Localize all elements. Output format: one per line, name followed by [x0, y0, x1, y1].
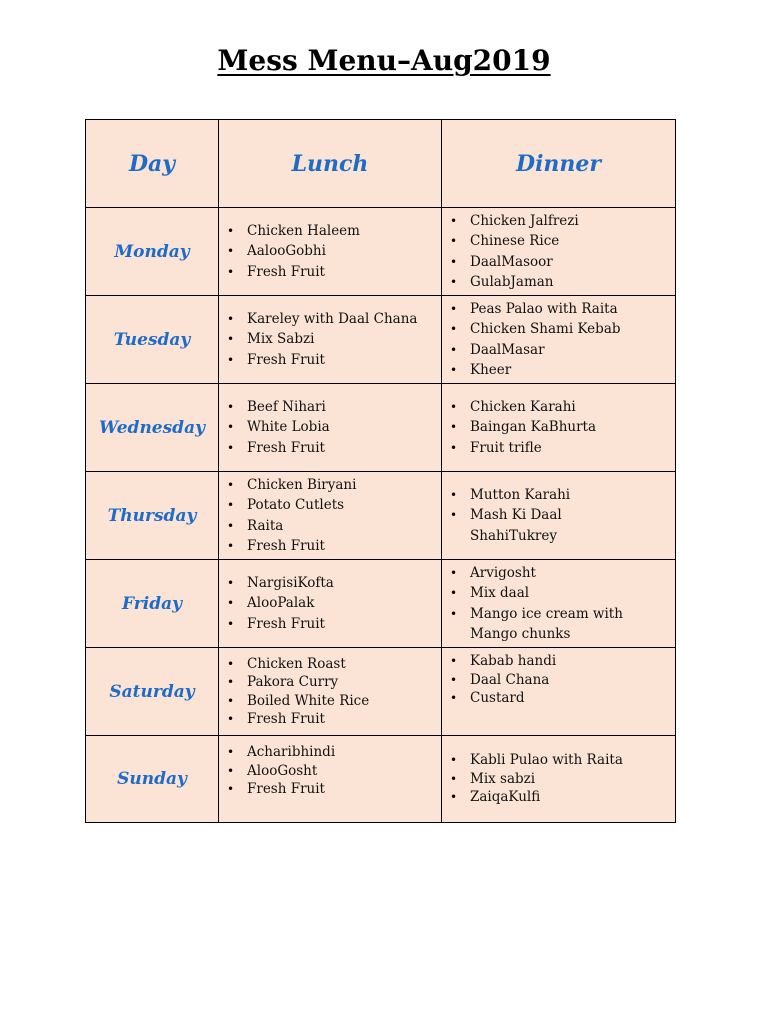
list-item: • Beef Nihari	[225, 397, 437, 418]
list-item: • Mix sabzi	[448, 770, 671, 789]
list-item: • Mash Ki Daal	[448, 505, 671, 526]
list-item: • ZaiqaKulfi	[448, 788, 671, 807]
list-item: • Fresh Fruit	[225, 780, 437, 799]
menu-table	[85, 119, 676, 823]
list-item: • Fresh Fruit	[225, 536, 437, 557]
list-item: • Kabab handi	[448, 652, 671, 671]
page-title: Mess Menu–Aug2019	[217, 44, 551, 77]
dinner-cell	[442, 208, 676, 296]
table-row	[86, 648, 676, 736]
dinner-cell	[442, 472, 676, 560]
list-item: • AlooGosht	[225, 762, 437, 781]
lunch-cell	[219, 736, 442, 823]
dinner-cell	[442, 560, 676, 648]
list-item: • Mix daal	[448, 583, 671, 604]
header-row	[86, 120, 676, 208]
lunch-cell	[219, 472, 442, 560]
day-cell: Monday	[86, 208, 219, 296]
list-item: • DaalMasoor	[448, 252, 671, 273]
dinner-cell	[442, 296, 676, 384]
list-item: • AlooPalak	[225, 593, 437, 614]
list-item: • Chicken Roast	[225, 655, 437, 674]
list-item: • Fresh Fruit	[225, 614, 437, 635]
list-item: • Chicken Jalfrezi	[448, 211, 671, 232]
lunch-cell	[219, 648, 442, 736]
list-item: • Arvigosht	[448, 563, 671, 584]
list-item: • White Lobia	[225, 417, 437, 438]
list-item: • Daal Chana	[448, 671, 671, 690]
list-item: • Chicken Shami Kebab	[448, 319, 671, 340]
day-cell: Saturday	[86, 648, 219, 736]
list-item: • Fresh Fruit	[225, 438, 437, 459]
list-item: • Kabli Pulao with Raita	[448, 751, 671, 770]
day-cell: Tuesday	[86, 296, 219, 384]
list-item: • Custard	[448, 689, 671, 708]
list-item: • Chicken Biryani	[225, 475, 437, 496]
day-cell: Thursday	[86, 472, 219, 560]
list-item: ShahiTukrey	[470, 527, 557, 544]
table-row	[86, 296, 676, 384]
header-dinner: Dinner	[442, 120, 676, 208]
list-item: • Chicken Haleem	[225, 221, 437, 242]
list-item: • Chinese Rice	[448, 231, 671, 252]
day-cell: Sunday	[86, 736, 219, 823]
list-item: • Kareley with Daal Chana	[225, 309, 437, 330]
lunch-cell	[219, 560, 442, 648]
list-item: • Chicken Karahi	[448, 397, 671, 418]
lunch-cell	[219, 208, 442, 296]
list-item: • Mango ice cream with	[448, 604, 671, 625]
list-item: Mango chunks	[470, 626, 571, 642]
dinner-cell	[442, 648, 676, 736]
list-item: • GulabJaman	[448, 272, 671, 293]
day-cell: Wednesday	[86, 384, 219, 472]
day-cell: Friday	[86, 560, 219, 648]
list-item: • Fruit trifle	[448, 438, 671, 459]
lunch-cell	[219, 384, 442, 472]
table-row	[86, 560, 676, 648]
list-item: • Acharibhindi	[225, 743, 437, 762]
list-item: • Pakora Curry	[225, 673, 437, 692]
list-item: • DaalMasar	[448, 340, 671, 361]
list-item: • Mix Sabzi	[225, 329, 437, 350]
list-item: • AalooGobhi	[225, 241, 437, 262]
list-item: • Baingan KaBhurta	[448, 417, 671, 438]
dinner-cell	[442, 384, 676, 472]
list-item: • Potato Cutlets	[225, 495, 437, 516]
list-item: • Peas Palao with Raita	[448, 299, 671, 320]
header-day: Day	[86, 120, 219, 208]
list-item: • Fresh Fruit	[225, 710, 437, 729]
lunch-cell	[219, 296, 442, 384]
table-row	[86, 384, 676, 472]
dinner-cell	[442, 736, 676, 823]
list-item: • Raita	[225, 516, 437, 537]
table-row	[86, 736, 676, 823]
list-item: • Fresh Fruit	[225, 262, 437, 283]
list-item: • NargisiKofta	[225, 573, 437, 594]
table-row	[86, 208, 676, 296]
table-row	[86, 472, 676, 560]
list-item: • Mutton Karahi	[448, 485, 671, 506]
header-lunch: Lunch	[219, 120, 442, 208]
list-item: • Boiled White Rice	[225, 692, 437, 711]
list-item: • Fresh Fruit	[225, 350, 437, 371]
list-item: • Kheer	[448, 360, 671, 381]
